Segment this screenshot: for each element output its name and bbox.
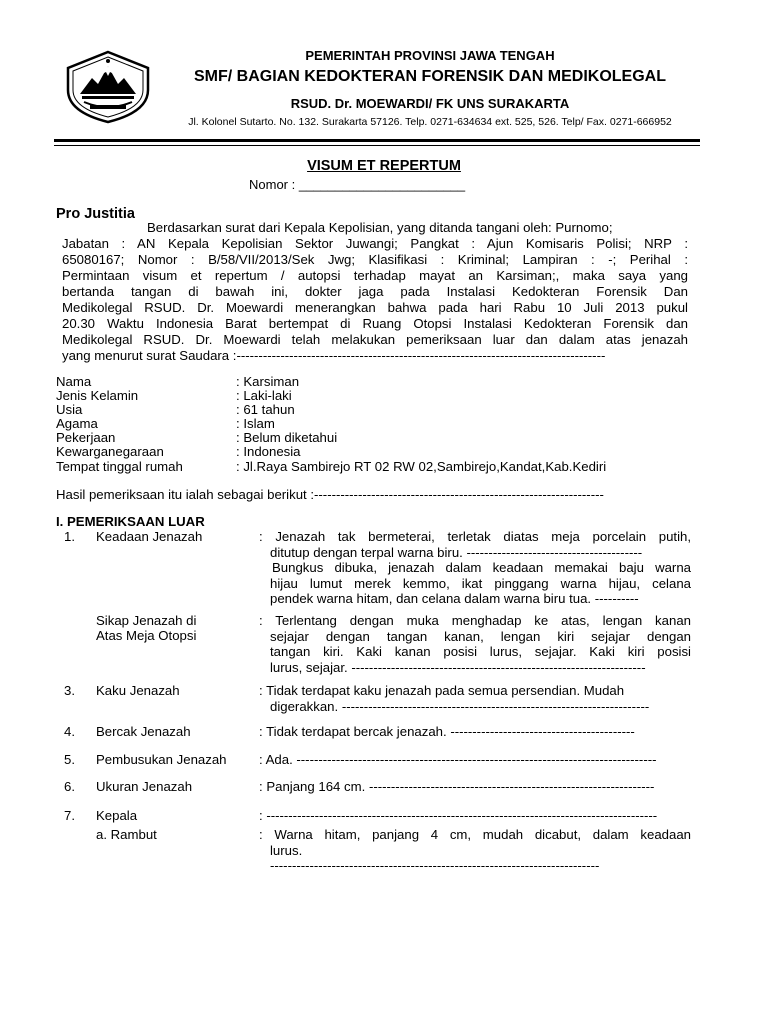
intro-line: Medikolegal RSUD. Dr. Moewardi menerangkan bahwa pada hari Rabu 10 Juli 2013 pukul — [62, 300, 688, 315]
item-label: Ukuran Jenazah — [96, 779, 193, 794]
item-body — [259, 529, 691, 607]
header-address-line: Jl. Kolonel Sutarto. No. 132. Surakarta 57126. Telp. 0271-634634 ext. 525, 526. Telp/ Fax. 0271-666952 — [188, 116, 672, 128]
item-line: : Warna hitam, panjang 4 cm, mudah dicabut, dalam keadaan — [259, 827, 691, 842]
intro-paragraph — [62, 220, 688, 364]
intro-line: Berdasarkan surat dari Kepala Kepolisian, yang ditanda tangani oleh: Purnomo; — [147, 220, 613, 235]
header-divider-thick — [54, 139, 700, 142]
item-number: 7. — [64, 808, 75, 823]
section-heading-external-exam: I. PEMERIKSAAN LUAR — [56, 514, 205, 529]
identity-value: : Jl.Raya Sambirejo RT 02 RW 02,Sambirejo,Kandat,Kab.Kediri — [236, 459, 607, 474]
identity-value: : Karsiman — [236, 374, 300, 389]
item-line: ditutup dengan terpal warna biru. ---------------------------------------- — [270, 544, 643, 560]
item-line: : Jenazah tak bermeterai, terletak diatas meja porcelain putih, — [259, 529, 691, 544]
identity-value: : Indonesia — [236, 444, 301, 459]
identity-value: : Islam — [236, 416, 275, 431]
item-body — [259, 613, 691, 675]
results-intro-line: Hasil pemeriksaan itu ialah sebagai berikut :------------------------------------------------------------------ — [56, 487, 604, 502]
item-number: 5. — [64, 752, 75, 767]
header-hospital-line: RSUD. Dr. MOEWARDI/ FK UNS SURAKARTA — [290, 96, 570, 111]
item-value: : ----------------------------------------------------------------------------------------- — [259, 808, 658, 823]
item-label: Keadaan Jenazah — [96, 529, 203, 544]
header-divider-thin — [54, 145, 700, 146]
item-line: lurus, sejajar. ------------------------------------------------------------------- — [270, 659, 646, 675]
item-line: digerakkan. ---------------------------------------------------------------------- — [270, 698, 650, 714]
item-number: 1. — [64, 529, 75, 544]
header-department-line: SMF/ BAGIAN KEDOKTERAN FORENSIK DAN MEDIKOLEGAL — [194, 68, 666, 85]
item-label: Kepala — [96, 808, 138, 823]
item-line: : Terlentang dengan muka menghadap ke atas, lengan kanan — [259, 613, 691, 628]
item-line: sejajar dengan tangan kanan, lengan kiri sejajar dengan — [270, 628, 691, 644]
document-number: Nomor : _______________________ — [249, 177, 466, 192]
item-line: tangan kiri. Kaki kanan posisi lurus, sejajar. Kaki kiri posisi — [270, 644, 691, 659]
central-java-emblem-logo — [62, 50, 154, 124]
intro-line: yang menurut surat Saudara :------------------------------------------------------------------------------------ — [62, 348, 606, 363]
identity-label: Agama — [56, 416, 98, 431]
item-value: : Ada. ---------------------------------------------------------------------------------- — [259, 752, 657, 767]
item-line: pendek warna hitam, dan celana dalam warna biru tua. ---------- — [270, 591, 639, 606]
item-number: 3. — [64, 683, 75, 698]
identity-label: Kewarganegaraan — [56, 444, 164, 459]
item-line: lurus. — [270, 842, 303, 858]
intro-line: bertanda tangan di bawah ini, dokter jaga pada Instalasi Kedokteran Forensik Dan — [62, 284, 688, 299]
item-line: hijau lumut merek kemmo, ikat pinggang warna hijau, celana — [270, 575, 691, 591]
identity-label: Usia — [56, 402, 83, 417]
intro-line: Jabatan : AN Kepala Kepolisian Sektor Juwangi; Pangkat : Ajun Komisaris Polisi; NRP : — [62, 236, 688, 251]
intro-line: 65080167; Nomor : B/58/VII/2013/Sek Jwg; Klasifikasi : Kriminal; Lampiran : -; Perihal : — [62, 252, 688, 267]
intro-line: Medikolegal RSUD. Dr. Moewardi telah melakukan pemeriksaan luar dan dalam atas jenazah — [62, 332, 688, 347]
item-label: Kaku Jenazah — [96, 683, 180, 698]
identity-label: Tempat tinggal rumah — [56, 459, 183, 474]
header-government-line: PEMERINTAH PROVINSI JAWA TENGAH — [305, 48, 555, 63]
identity-label: Pekerjaan — [56, 430, 116, 445]
item-number: 4. — [64, 724, 75, 739]
item-line: : Tidak terdapat kaku jenazah pada semua persendian. Mudah — [259, 683, 625, 698]
sub-item-label: a. Rambut — [96, 827, 157, 842]
item-label: Bercak Jenazah — [96, 724, 191, 739]
item-number: 6. — [64, 779, 75, 794]
intro-line: 20.30 Waktu Indonesia Barat bertempat di Ruang Otopsi Instalasi Kedokteran Forensik dan — [62, 316, 688, 331]
identity-value: : Belum diketahui — [236, 430, 338, 445]
item-line: Bungkus dibuka, jenazah dalam keadaan memakai baju warna — [272, 560, 691, 575]
item-value: : Panjang 164 cm. ----------------------------------------------------------------- — [259, 779, 655, 794]
intro-line: Permintaan visum et repertum / autopsi terhadap mayat an Karsiman;, maka saya yang — [62, 268, 688, 283]
item-label: Pembusukan Jenazah — [96, 752, 227, 767]
identity-value: : Laki-laki — [236, 388, 292, 403]
item-value: : Tidak terdapat bercak jenazah. ------------------------------------------ — [259, 724, 635, 739]
identity-value: : 61 tahun — [236, 402, 295, 417]
item-body — [259, 683, 691, 714]
pro-justitia-heading: Pro Justitia — [56, 206, 135, 222]
identity-label: Jenis Kelamin — [56, 388, 139, 403]
item-label: Sikap Jenazah di — [96, 613, 197, 628]
document-title: VISUM ET REPERTUM — [307, 158, 461, 174]
identity-label: Nama — [56, 374, 92, 389]
item-label: Atas Meja Otopsi — [96, 628, 197, 643]
sub-item-body — [259, 827, 691, 874]
item-line: --------------------------------------------------------------------------- — [270, 858, 600, 873]
